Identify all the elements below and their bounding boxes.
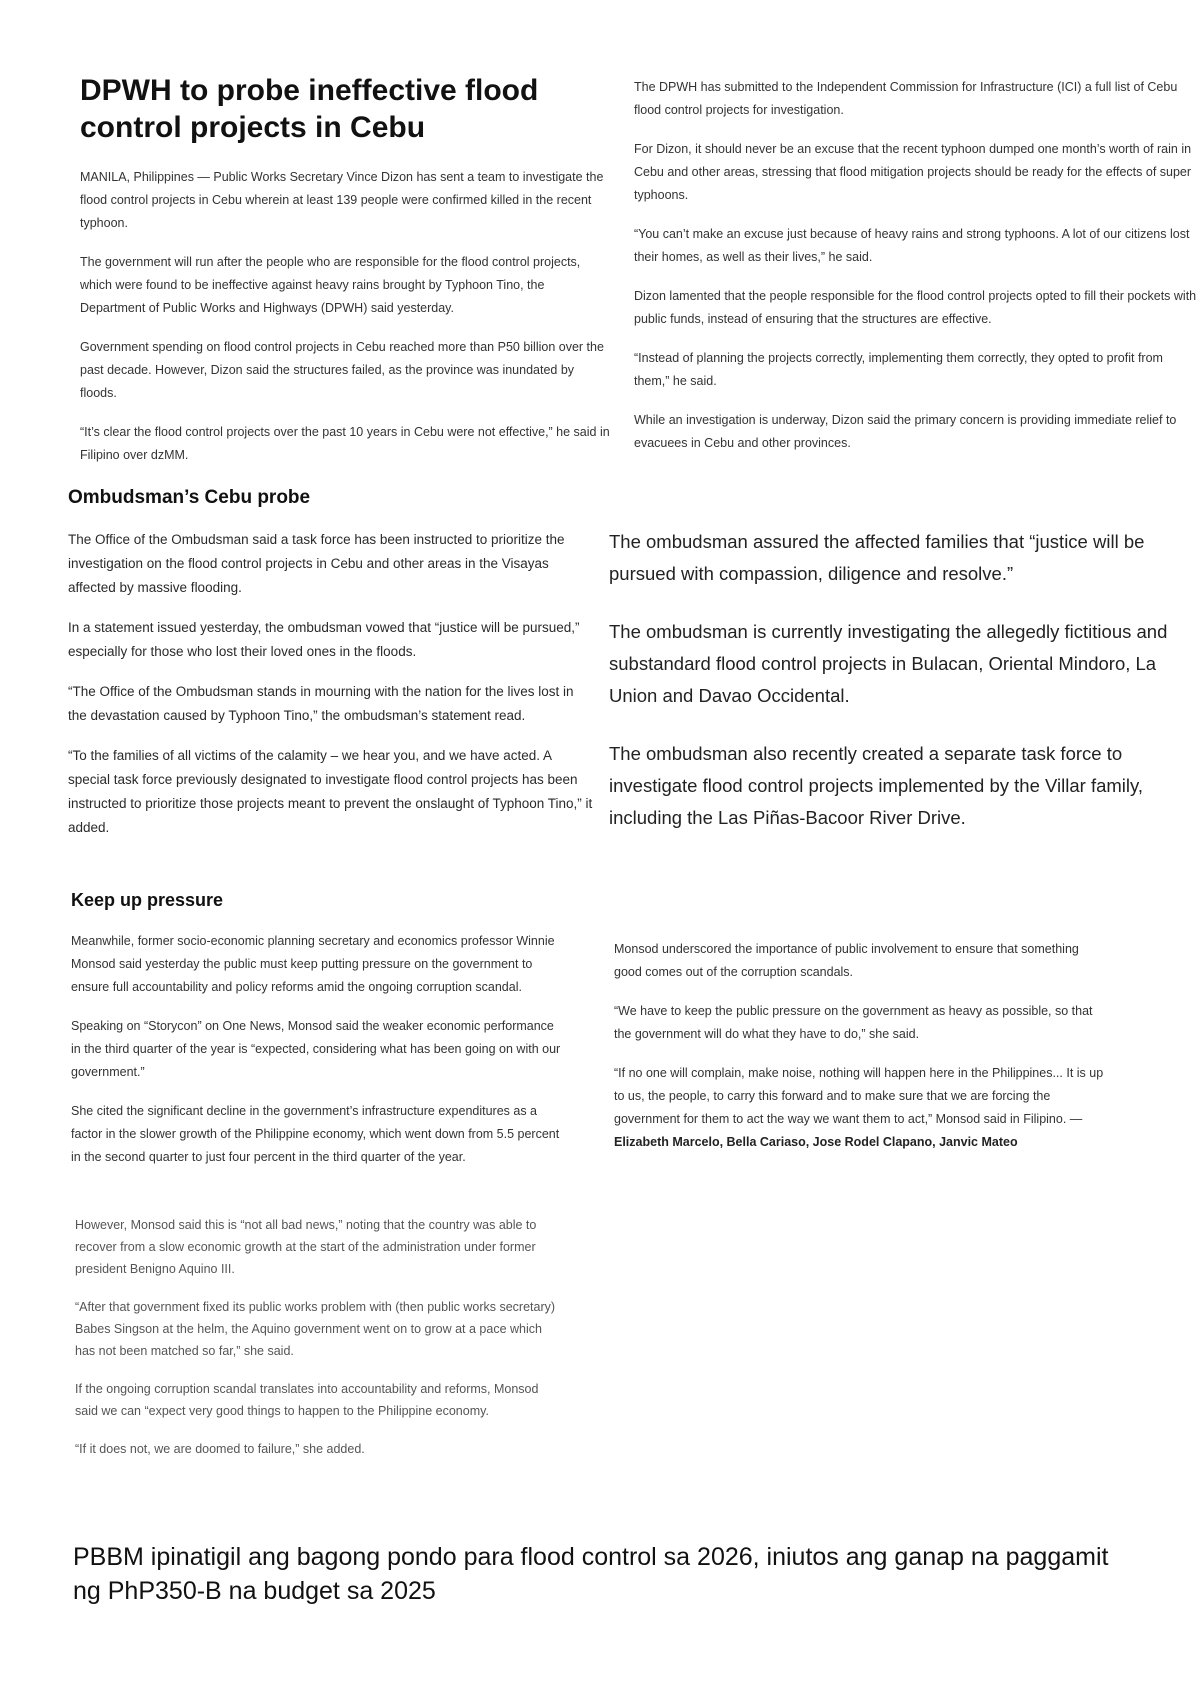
paragraph-text: “If no one will complain, make noise, nothing will happen here in the Philippines... It is up to us, the people, to carry this forward and to make sure that we are forcing the government for them to act the way we want them to act,” Monsod said in Filipino. — [614, 1066, 1104, 1126]
section3-left-column-b [75, 1214, 557, 1476]
paragraph: Government spending on flood control projects in Cebu reached more than P50 billion over the past decade. However, Dizon said the structures failed, as the province was inundated by floods. [80, 340, 604, 400]
paragraph: The Office of the Ombudsman said a task force has been instructed to prioritize the investigation on the flood control projects in Cebu and other areas in the Visayas affected by massive flooding. [68, 532, 565, 595]
paragraph: MANILA, Philippines — Public Works Secretary Vince Dizon has sent a team to investigate the flood control projects in Cebu wherein at least 139 people were confirmed killed in the recent typhoon. [80, 170, 604, 230]
paragraph: If the ongoing corruption scandal translates into accountability and reforms, Monsod said we can “expect very good things to happen to the Philippine economy. [75, 1382, 539, 1418]
section3-right-column [614, 938, 1110, 1170]
paragraph: “If it does not, we are doomed to failure,” she added. [75, 1442, 365, 1456]
paragraph-with-byline [614, 1062, 1110, 1154]
byline: Elizabeth Marcelo, Bella Cariaso, Jose Rodel Clapano, Janvic Mateo [614, 1135, 1018, 1149]
related-article-link[interactable]: PBBM ipinatigil ang bagong pondo para flood control sa 2026, iniutos ang ganap na paggamit ng PhP350-B na budget sa 2025 [73, 1543, 1109, 1605]
paragraph: “It’s clear the flood control projects over the past 10 years in Cebu were not effective,” he said in Filipino over dzMM. [80, 425, 610, 462]
paragraph: Monsod underscored the importance of public involvement to ensure that something good comes out of the corruption scandals. [614, 942, 1079, 979]
paragraph: “After that government fixed its public works problem with (then public works secretary) Babes Singson at the helm, the Aquino government went on to grow at a pace which has not been matched so far,” she said. [75, 1300, 556, 1358]
paragraph: The ombudsman also recently created a separate task force to investigate flood control projects implemented by the Villar family, including the Las Piñas-Bacoor River Drive. [609, 743, 1144, 828]
paragraph: The government will run after the people who are responsible for the flood control projects, which were found to be ineffective against heavy rains brought by Typhoon Tino, the Department of Public Works and Highways (DPWH) said yesterday. [80, 255, 581, 315]
article1-left-body [80, 166, 612, 462]
paragraph: For Dizon, it should never be an excuse that the recent typhoon dumped one month’s worth of rain in Cebu and other areas, stressing that flood mitigation projects should be ready for the effects of super typhoons. [634, 142, 1192, 202]
paragraph: “We have to keep the public pressure on the government as heavy as possible, so that the government will do what they have to do,” she said. [614, 1004, 1093, 1041]
section2-left-column [68, 528, 596, 856]
paragraph: Speaking on “Storycon” on One News, Monsod said the weaker economic performance in the third quarter of the year is “expected, considering what has been going on with our government.” [71, 1019, 561, 1079]
paragraph: Meanwhile, former socio-economic planning secretary and economics professor Winnie Monsod said yesterday the public must keep putting pressure on the government to ensure full accountability and policy reforms amid the ongoing corruption scandal. [71, 934, 555, 994]
paragraph: “To the families of all victims of the calamity – we hear you, and we have acted. A special task force previously designated to investigate flood control projects has been instructed to prioritize those projects meant to prevent the onslaught of Typhoon Tino,” it added. [68, 748, 593, 835]
paragraph: In a statement issued yesterday, the ombudsman vowed that “justice will be pursued,” especially for those who lost their loved ones in the floods. [68, 620, 580, 659]
paragraph: “You can’t make an excuse just because of heavy rains and strong typhoons. A lot of our citizens lost their homes, as well as their lives,” he said. [634, 227, 1190, 264]
paragraph: While an investigation is underway, Dizon said the primary concern is providing immediate relief to evacuees in Cebu and other provinces. [634, 413, 1177, 450]
paragraph: “The Office of the Ombudsman stands in mourning with the nation for the lives lost in the devastation caused by Typhoon Tino,” the ombudsman’s statement read. [68, 684, 574, 723]
section-title-ombudsman: Ombudsman’s Cebu probe [68, 487, 311, 508]
paragraph: The ombudsman assured the affected families that “justice will be pursued with compassion, diligence and resolve.” [609, 531, 1145, 584]
section2-right-column [609, 526, 1200, 850]
paragraph: The DPWH has submitted to the Independent Commission for Infrastructure (ICI) a full list of Cebu flood control projects for investigation. [634, 80, 1178, 117]
section-title-keep-up-pressure: Keep up pressure [71, 890, 224, 910]
section3-left-column-a [71, 930, 563, 1185]
article-headline: DPWH to probe ineffective flood control projects in Cebu [80, 74, 539, 144]
paragraph: However, Monsod said this is “not all bad news,” noting that the country was able to recover from a slow economic growth at the start of the administration under former president Benigno Aquino III. [75, 1218, 537, 1276]
paragraph: She cited the significant decline in the government’s infrastructure expenditures as a factor in the slower growth of the Philippine economy, which went down from 5.5 percent in the second quarter to just four percent in the third quarter of the year. [71, 1104, 560, 1164]
article1-left-column [80, 72, 612, 462]
article1-right-column [634, 76, 1200, 471]
paragraph: The ombudsman is currently investigating the allegedly fictitious and substandard flood control projects in Bulacan, Oriental Mindoro, La Union and Davao Occidental. [609, 621, 1168, 706]
paragraph: Dizon lamented that the people responsible for the flood control projects opted to fill their pockets with public funds, instead of ensuring that the structures are effective. [634, 289, 1197, 326]
paragraph: “Instead of planning the projects correctly, implementing them correctly, they opted to profit from them,” he said. [634, 351, 1163, 388]
